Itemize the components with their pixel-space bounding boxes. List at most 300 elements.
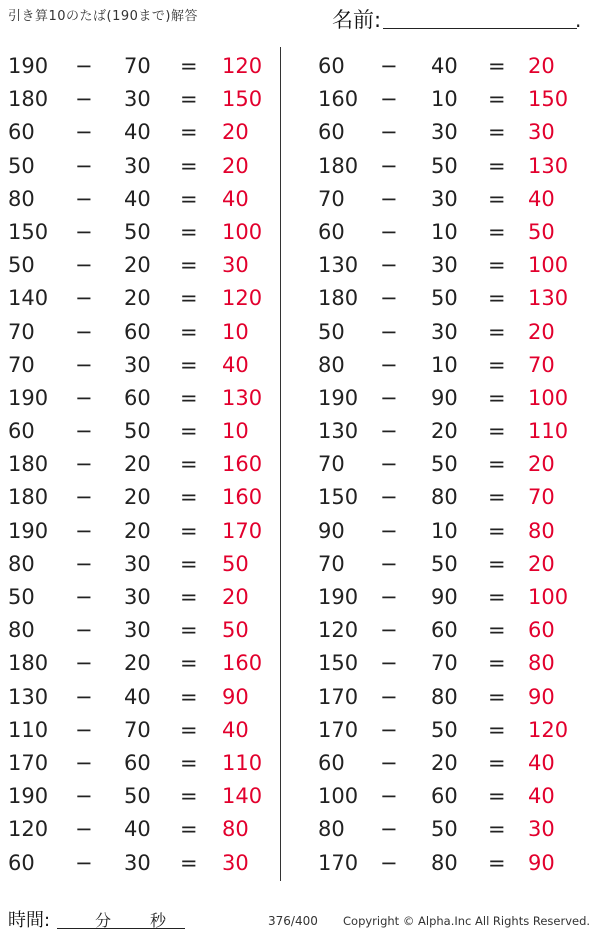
column-divider xyxy=(280,47,281,881)
minuend: 60 xyxy=(8,850,35,875)
subtrahend: 50 xyxy=(431,717,458,742)
equals-sign: = xyxy=(488,54,506,78)
minus-sign: − xyxy=(75,87,93,112)
answer: 20 xyxy=(222,153,249,178)
equals-sign: = xyxy=(488,286,506,311)
name-label: 名前: xyxy=(332,8,382,32)
subtrahend: 30 xyxy=(124,850,151,875)
minus-sign: − xyxy=(380,518,398,543)
minus-sign: − xyxy=(75,120,93,145)
minuend: 60 xyxy=(318,120,345,145)
problem-row xyxy=(0,246,275,279)
equals-sign: = xyxy=(180,618,198,643)
minuend: 70 xyxy=(8,319,35,344)
minus-sign: − xyxy=(380,585,398,609)
subtrahend: 60 xyxy=(431,784,458,809)
problem-row xyxy=(300,810,575,843)
subtrahend: 60 xyxy=(124,750,151,775)
subtrahend: 50 xyxy=(431,817,458,842)
answer: 40 xyxy=(528,750,555,775)
answer: 40 xyxy=(222,717,249,742)
answer: 80 xyxy=(528,518,555,543)
minuend: 140 xyxy=(8,286,49,311)
equals-sign: = xyxy=(180,352,198,377)
minus-sign: − xyxy=(380,651,398,676)
equals-sign: = xyxy=(488,120,506,145)
answer: 100 xyxy=(222,219,263,244)
problem-row xyxy=(300,279,575,312)
minus-sign: − xyxy=(380,352,398,377)
copyright: Copyright © Alpha.Inc All Rights Reserved. xyxy=(343,914,591,928)
subtrahend: 80 xyxy=(431,684,458,709)
minuend: 80 xyxy=(318,817,345,842)
minus-sign: − xyxy=(380,319,398,344)
minus-sign: − xyxy=(75,717,93,742)
minus-sign: − xyxy=(75,684,93,709)
problem-row xyxy=(0,611,275,644)
equals-sign: = xyxy=(488,186,506,211)
equals-sign: = xyxy=(180,452,198,477)
equals-sign: = xyxy=(488,684,506,709)
subtrahend: 70 xyxy=(124,54,151,78)
subtrahend: 30 xyxy=(431,120,458,145)
problem-row xyxy=(0,147,275,180)
problem-row xyxy=(0,445,275,478)
problem-row xyxy=(0,279,275,312)
problem-row xyxy=(300,644,575,677)
answer: 30 xyxy=(222,850,249,875)
answer: 150 xyxy=(528,87,569,112)
minus-sign: − xyxy=(380,385,398,410)
minuend: 80 xyxy=(318,352,345,377)
subtrahend: 20 xyxy=(431,750,458,775)
problem-row xyxy=(0,777,275,810)
problem-row xyxy=(300,445,575,478)
subtrahend: 20 xyxy=(124,651,151,676)
answer: 130 xyxy=(528,286,569,311)
answer: 30 xyxy=(528,120,555,145)
subtrahend: 30 xyxy=(124,618,151,643)
problem-row xyxy=(300,246,575,279)
minus-sign: − xyxy=(75,352,93,377)
equals-sign: = xyxy=(180,385,198,410)
equals-sign: = xyxy=(180,286,198,311)
minuend: 80 xyxy=(8,618,35,643)
subtrahend: 90 xyxy=(431,585,458,609)
equals-sign: = xyxy=(488,850,506,875)
problem-row xyxy=(300,744,575,777)
minuend: 50 xyxy=(318,319,345,344)
answer: 30 xyxy=(528,817,555,842)
minus-sign: − xyxy=(380,618,398,643)
equals-sign: = xyxy=(180,817,198,842)
problem-row xyxy=(300,844,575,877)
answer: 160 xyxy=(222,485,263,510)
subtrahend: 20 xyxy=(431,419,458,444)
problem-row xyxy=(300,180,575,213)
subtrahend: 20 xyxy=(124,286,151,311)
answer: 70 xyxy=(528,485,555,510)
equals-sign: = xyxy=(488,319,506,344)
problem-row xyxy=(0,678,275,711)
equals-sign: = xyxy=(180,87,198,112)
equals-sign: = xyxy=(488,485,506,510)
minuend: 170 xyxy=(318,684,359,709)
answer: 10 xyxy=(222,319,249,344)
answer: 50 xyxy=(528,219,555,244)
minus-sign: − xyxy=(75,253,93,278)
minus-sign: − xyxy=(75,385,93,410)
answer: 160 xyxy=(222,651,263,676)
equals-sign: = xyxy=(488,817,506,842)
equals-sign: = xyxy=(180,717,198,742)
equals-sign: = xyxy=(180,651,198,676)
subtrahend: 30 xyxy=(124,585,151,609)
minus-sign: − xyxy=(75,551,93,576)
minuend: 190 xyxy=(8,518,49,543)
equals-sign: = xyxy=(180,551,198,576)
minuend: 170 xyxy=(318,717,359,742)
problem-row xyxy=(300,412,575,445)
minuend: 190 xyxy=(8,54,49,78)
subtrahend: 30 xyxy=(124,551,151,576)
minuend: 80 xyxy=(8,551,35,576)
minuend: 170 xyxy=(318,850,359,875)
equals-sign: = xyxy=(488,87,506,112)
minus-sign: − xyxy=(380,54,398,78)
subtrahend: 20 xyxy=(124,452,151,477)
answer: 80 xyxy=(222,817,249,842)
answer: 170 xyxy=(222,518,263,543)
equals-sign: = xyxy=(488,153,506,178)
equals-sign: = xyxy=(180,419,198,444)
minuend: 180 xyxy=(318,153,359,178)
minuend: 70 xyxy=(318,452,345,477)
problem-row xyxy=(300,80,575,113)
minus-sign: − xyxy=(380,153,398,178)
equals-sign: = xyxy=(488,518,506,543)
subtrahend: 70 xyxy=(124,717,151,742)
minuend: 160 xyxy=(318,87,359,112)
minuend: 180 xyxy=(318,286,359,311)
problem-row xyxy=(0,711,275,744)
subtrahend: 50 xyxy=(431,452,458,477)
minus-sign: − xyxy=(380,452,398,477)
equals-sign: = xyxy=(488,352,506,377)
minuend: 70 xyxy=(8,352,35,377)
equals-sign: = xyxy=(180,120,198,145)
subtrahend: 30 xyxy=(124,352,151,377)
minuend: 190 xyxy=(318,585,359,609)
equals-sign: = xyxy=(180,684,198,709)
minuend: 60 xyxy=(318,54,345,78)
minuend: 90 xyxy=(318,518,345,543)
problem-row xyxy=(300,346,575,379)
subtrahend: 40 xyxy=(124,120,151,145)
answer: 20 xyxy=(528,551,555,576)
answer: 140 xyxy=(222,784,263,809)
minus-sign: − xyxy=(380,717,398,742)
answer: 50 xyxy=(222,618,249,643)
problem-row xyxy=(0,80,275,113)
answer: 20 xyxy=(222,120,249,145)
problem-row xyxy=(300,545,575,578)
equals-sign: = xyxy=(488,551,506,576)
subtrahend: 50 xyxy=(124,219,151,244)
equals-sign: = xyxy=(488,750,506,775)
problem-row xyxy=(0,512,275,545)
subtrahend: 10 xyxy=(431,352,458,377)
minuend: 60 xyxy=(318,219,345,244)
answer: 120 xyxy=(222,286,263,311)
minus-sign: − xyxy=(380,750,398,775)
problem-row xyxy=(300,711,575,744)
answer: 80 xyxy=(528,651,555,676)
subtrahend: 50 xyxy=(124,419,151,444)
equals-sign: = xyxy=(180,186,198,211)
problem-row xyxy=(300,147,575,180)
equals-sign: = xyxy=(488,585,506,609)
answer: 30 xyxy=(222,253,249,278)
equals-sign: = xyxy=(488,253,506,278)
equals-sign: = xyxy=(180,219,198,244)
answer: 110 xyxy=(222,750,263,775)
problem-row xyxy=(0,810,275,843)
subtrahend: 50 xyxy=(431,286,458,311)
minuend: 190 xyxy=(8,784,49,809)
answer: 110 xyxy=(528,419,569,444)
equals-sign: = xyxy=(488,452,506,477)
subtrahend: 50 xyxy=(431,153,458,178)
minuend: 150 xyxy=(318,485,359,510)
minuend: 60 xyxy=(8,419,35,444)
minus-sign: − xyxy=(75,452,93,477)
equals-sign: = xyxy=(180,253,198,278)
minus-sign: − xyxy=(380,684,398,709)
equals-sign: = xyxy=(180,585,198,609)
problem-row xyxy=(0,644,275,677)
subtrahend: 30 xyxy=(431,319,458,344)
answer: 150 xyxy=(222,87,263,112)
minus-sign: − xyxy=(380,186,398,211)
minus-sign: − xyxy=(380,784,398,809)
problem-row xyxy=(300,313,575,346)
subtrahend: 40 xyxy=(124,186,151,211)
name-dot: . xyxy=(575,8,582,32)
minus-sign: − xyxy=(75,817,93,842)
minus-sign: − xyxy=(75,784,93,809)
answer: 160 xyxy=(222,452,263,477)
seconds-label: 秒 xyxy=(150,911,167,930)
answer: 40 xyxy=(528,784,555,809)
problem-row xyxy=(300,678,575,711)
subtrahend: 60 xyxy=(431,618,458,643)
minuend: 130 xyxy=(8,684,49,709)
problem-row xyxy=(0,744,275,777)
problem-row xyxy=(0,180,275,213)
subtrahend: 80 xyxy=(431,485,458,510)
minus-sign: − xyxy=(75,618,93,643)
subtrahend: 30 xyxy=(124,153,151,178)
problem-row xyxy=(0,113,275,146)
subtrahend: 50 xyxy=(431,551,458,576)
minuend: 180 xyxy=(8,485,49,510)
problem-row xyxy=(0,346,275,379)
subtrahend: 90 xyxy=(431,385,458,410)
subtrahend: 60 xyxy=(124,319,151,344)
minuend: 190 xyxy=(8,385,49,410)
answer: 60 xyxy=(528,618,555,643)
problem-row xyxy=(300,113,575,146)
page-number: 376/400 xyxy=(268,914,318,928)
subtrahend: 30 xyxy=(431,253,458,278)
subtrahend: 10 xyxy=(431,518,458,543)
equals-sign: = xyxy=(488,717,506,742)
subtrahend: 60 xyxy=(124,385,151,410)
subtrahend: 50 xyxy=(124,784,151,809)
equals-sign: = xyxy=(180,750,198,775)
minus-sign: − xyxy=(380,817,398,842)
minus-sign: − xyxy=(75,518,93,543)
minuend: 50 xyxy=(8,153,35,178)
problem-row xyxy=(0,412,275,445)
subtrahend: 20 xyxy=(124,518,151,543)
answer: 100 xyxy=(528,385,569,410)
worksheet-title: 引き算10のたば(190まで)解答 xyxy=(8,9,198,24)
answer: 20 xyxy=(528,319,555,344)
minuend: 190 xyxy=(318,385,359,410)
answer: 100 xyxy=(528,253,569,278)
problem-row xyxy=(0,47,275,80)
answer: 100 xyxy=(528,585,569,609)
problem-row xyxy=(0,844,275,877)
minuend: 70 xyxy=(318,186,345,211)
minuend: 50 xyxy=(8,585,35,609)
subtrahend: 20 xyxy=(124,253,151,278)
problem-row xyxy=(300,611,575,644)
answer: 130 xyxy=(528,153,569,178)
answer: 90 xyxy=(528,684,555,709)
problem-row xyxy=(300,478,575,511)
problem-row xyxy=(300,512,575,545)
problem-row xyxy=(0,313,275,346)
subtrahend: 10 xyxy=(431,219,458,244)
minuend: 120 xyxy=(8,817,49,842)
problem-row xyxy=(300,213,575,246)
minuend: 80 xyxy=(8,186,35,211)
answer: 20 xyxy=(222,585,249,609)
minus-sign: − xyxy=(75,850,93,875)
minus-sign: − xyxy=(75,419,93,444)
minuend: 110 xyxy=(8,717,49,742)
minus-sign: − xyxy=(75,153,93,178)
answer: 90 xyxy=(222,684,249,709)
subtrahend: 40 xyxy=(124,684,151,709)
minuend: 50 xyxy=(8,253,35,278)
answer: 10 xyxy=(222,419,249,444)
minus-sign: − xyxy=(380,850,398,875)
minus-sign: − xyxy=(380,253,398,278)
minus-sign: − xyxy=(380,219,398,244)
minus-sign: − xyxy=(75,286,93,311)
minuend: 60 xyxy=(318,750,345,775)
minutes-label: 分 xyxy=(95,911,112,930)
subtrahend: 10 xyxy=(431,87,458,112)
minus-sign: − xyxy=(75,219,93,244)
minus-sign: − xyxy=(75,750,93,775)
equals-sign: = xyxy=(180,850,198,875)
minuend: 150 xyxy=(8,219,49,244)
answer: 90 xyxy=(528,850,555,875)
time-label: 時間: xyxy=(8,910,51,931)
minuend: 180 xyxy=(8,651,49,676)
minuend: 120 xyxy=(318,618,359,643)
equals-sign: = xyxy=(488,651,506,676)
minus-sign: − xyxy=(380,485,398,510)
minus-sign: − xyxy=(75,319,93,344)
problem-row xyxy=(300,777,575,810)
subtrahend: 70 xyxy=(431,651,458,676)
answer: 70 xyxy=(528,352,555,377)
equals-sign: = xyxy=(488,419,506,444)
equals-sign: = xyxy=(180,319,198,344)
subtrahend: 20 xyxy=(124,485,151,510)
left-problem-column xyxy=(0,47,275,877)
answer: 20 xyxy=(528,452,555,477)
minus-sign: − xyxy=(75,186,93,211)
minus-sign: − xyxy=(75,54,93,78)
minuend: 130 xyxy=(318,253,359,278)
subtrahend: 30 xyxy=(431,186,458,211)
equals-sign: = xyxy=(180,784,198,809)
answer: 120 xyxy=(222,54,263,78)
equals-sign: = xyxy=(180,153,198,178)
minus-sign: − xyxy=(75,585,93,609)
answer: 40 xyxy=(222,352,249,377)
answer: 130 xyxy=(222,385,263,410)
name-field-line xyxy=(383,28,577,29)
answer: 20 xyxy=(528,54,555,78)
answer: 50 xyxy=(222,551,249,576)
problem-row xyxy=(0,545,275,578)
minuend: 180 xyxy=(8,87,49,112)
subtrahend: 30 xyxy=(124,87,151,112)
answer: 40 xyxy=(222,186,249,211)
problem-row xyxy=(0,379,275,412)
minus-sign: − xyxy=(380,286,398,311)
minuend: 130 xyxy=(318,419,359,444)
equals-sign: = xyxy=(488,618,506,643)
problem-row xyxy=(0,213,275,246)
subtrahend: 80 xyxy=(431,850,458,875)
minus-sign: − xyxy=(380,419,398,444)
minuend: 170 xyxy=(8,750,49,775)
equals-sign: = xyxy=(488,784,506,809)
minuend: 100 xyxy=(318,784,359,809)
equals-sign: = xyxy=(488,219,506,244)
problem-row xyxy=(300,47,575,80)
equals-sign: = xyxy=(180,485,198,510)
minuend: 180 xyxy=(8,452,49,477)
equals-sign: = xyxy=(488,385,506,410)
minuend: 150 xyxy=(318,651,359,676)
answer: 120 xyxy=(528,717,569,742)
equals-sign: = xyxy=(180,54,198,78)
equals-sign: = xyxy=(180,518,198,543)
problem-row xyxy=(0,478,275,511)
minus-sign: − xyxy=(75,485,93,510)
minus-sign: − xyxy=(380,551,398,576)
